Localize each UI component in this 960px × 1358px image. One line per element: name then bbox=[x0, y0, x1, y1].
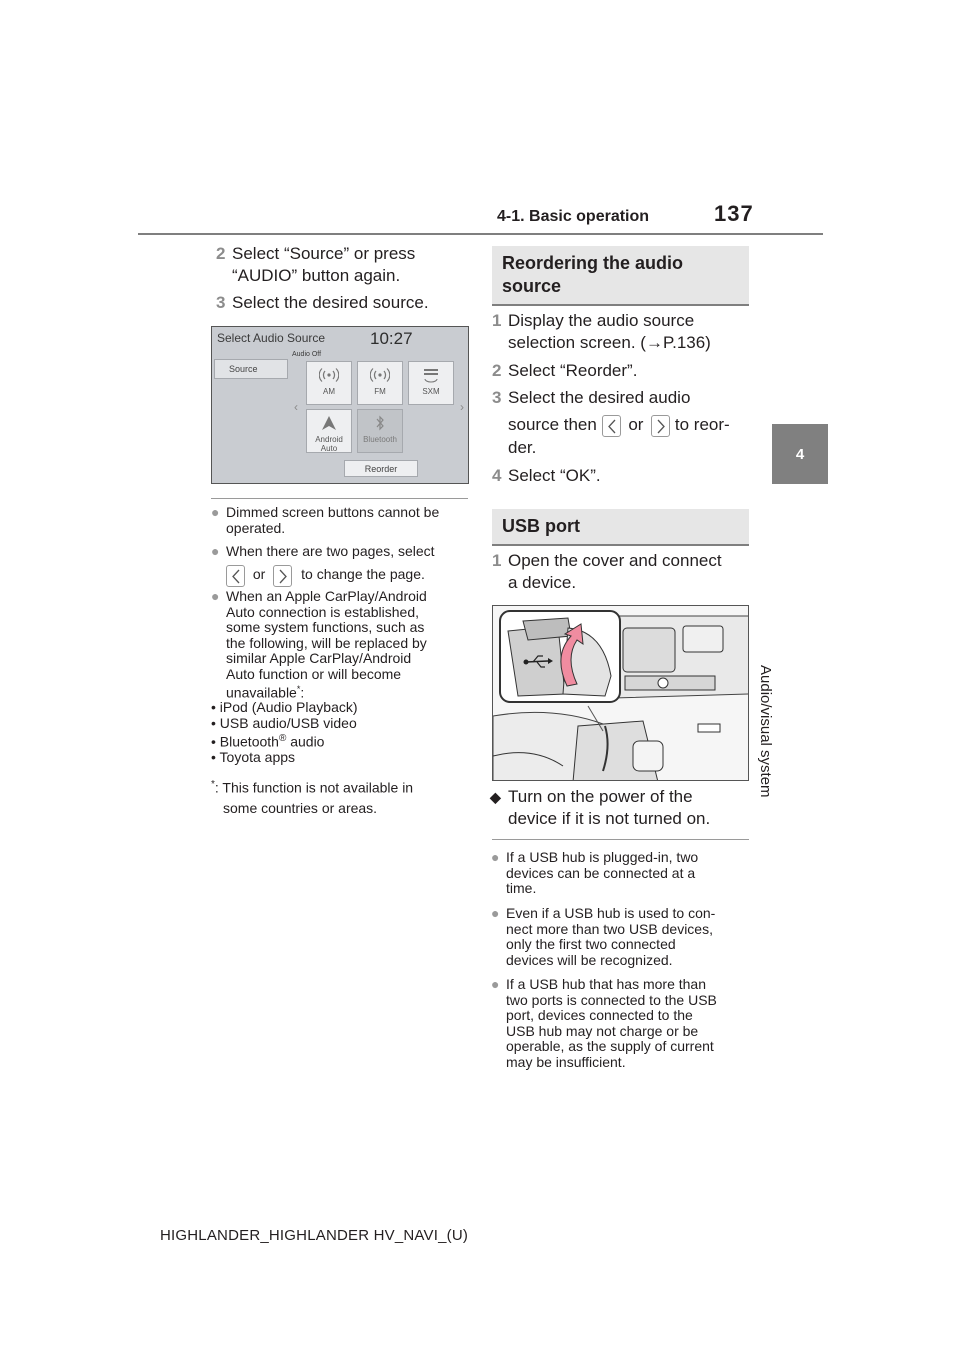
audio-source-screen bbox=[211, 326, 469, 484]
note-line: USB hub may not charge or be bbox=[506, 1022, 699, 1039]
step-number: 1 bbox=[492, 551, 502, 570]
bullet-icon: ● bbox=[491, 905, 500, 921]
usb-diamond-item bbox=[490, 786, 711, 830]
step-text: Select “Reorder”. bbox=[508, 361, 638, 380]
note-line: Auto function or will become bbox=[226, 665, 402, 682]
tile-am[interactable] bbox=[306, 361, 352, 405]
heading-line: source bbox=[502, 276, 562, 296]
note-line: devices can be connected at a bbox=[506, 864, 696, 881]
reorder-step-4 bbox=[492, 465, 601, 487]
bullet-icon: ● bbox=[211, 504, 220, 520]
bullet-icon: ● bbox=[211, 588, 220, 604]
heading-usb-port bbox=[492, 509, 749, 546]
header-rule bbox=[138, 233, 823, 235]
note-line bbox=[226, 565, 435, 587]
note-line: some system functions, such as bbox=[226, 619, 425, 635]
radio-wave-icon bbox=[319, 367, 339, 383]
list-item-text: audio bbox=[286, 733, 325, 750]
right-arrow-button-icon bbox=[273, 565, 292, 587]
footnote-line: some countries or areas. bbox=[223, 800, 378, 817]
note-line: devices will be recognized. bbox=[506, 951, 673, 968]
or-text: or bbox=[628, 415, 644, 434]
footnote bbox=[211, 777, 413, 817]
sxm-logo-icon bbox=[421, 367, 441, 383]
step-number: 4 bbox=[492, 466, 502, 485]
step-text-line: der. bbox=[508, 437, 537, 457]
step-text-line: “AUDIO” button again. bbox=[232, 266, 401, 285]
tile-fm[interactable] bbox=[357, 361, 403, 405]
step-text-line: Select the desired audio bbox=[508, 388, 691, 407]
step-number: 3 bbox=[216, 293, 226, 312]
step-number: 2 bbox=[492, 361, 502, 380]
radio-wave-icon bbox=[370, 367, 390, 383]
note-line: operable, as the supply of current bbox=[506, 1038, 714, 1054]
list-item bbox=[211, 731, 358, 750]
heading-line: USB port bbox=[502, 516, 580, 536]
reorder-button[interactable] bbox=[344, 460, 418, 477]
bluetooth-icon bbox=[370, 415, 390, 431]
note-usb-power bbox=[491, 976, 717, 1070]
usb-port-illustration bbox=[492, 605, 749, 781]
source-button[interactable] bbox=[214, 359, 288, 379]
step-text: Select “OK”. bbox=[508, 466, 601, 485]
footnote-line bbox=[211, 777, 413, 796]
heading-line: Reordering the audio bbox=[502, 253, 684, 273]
chapter-label: Audio/visual system bbox=[757, 665, 774, 798]
note-usb-hub bbox=[491, 849, 699, 897]
note-line: Auto connection is established, bbox=[226, 603, 420, 620]
step-3 bbox=[216, 292, 429, 314]
footnote-mark: * bbox=[211, 779, 215, 790]
document-footer: HIGHLANDER_HIGHLANDER HV_NAVI_(U) bbox=[160, 1227, 469, 1244]
chapter-tab bbox=[772, 424, 828, 484]
note-line: operated. bbox=[226, 519, 286, 536]
note-usb-devices bbox=[491, 905, 716, 968]
registered-mark: ® bbox=[278, 733, 287, 744]
colon-text: : bbox=[300, 684, 305, 701]
note-line: may be insufficient. bbox=[506, 1053, 626, 1070]
screen-subtitle: Audio Off bbox=[292, 351, 322, 358]
divider bbox=[492, 839, 749, 840]
note-line: only the first two connected bbox=[506, 936, 676, 952]
list-item-text: • Bluetooth bbox=[211, 733, 279, 750]
diamond-bullet-icon: ◆ bbox=[490, 789, 501, 805]
bullet-icon: ● bbox=[491, 976, 500, 992]
step-number: 2 bbox=[216, 244, 226, 263]
step-number: 3 bbox=[492, 388, 502, 407]
note-line: If a USB hub is plugged-in, two bbox=[506, 849, 699, 865]
left-arrow-button-icon bbox=[602, 415, 621, 437]
section-title: 4-1. Basic operation bbox=[497, 208, 650, 225]
note-line: similar Apple CarPlay/Android bbox=[226, 650, 412, 666]
note-line: Dimmed screen buttons cannot be bbox=[226, 504, 440, 520]
note-line: the following, will be replaced by bbox=[226, 634, 427, 651]
car-console-drawing bbox=[493, 606, 749, 781]
chevron-right-icon[interactable]: › bbox=[460, 400, 464, 414]
step-text: Select the desired source. bbox=[232, 293, 429, 312]
note-line: time. bbox=[506, 880, 537, 896]
left-arrow-button-icon bbox=[226, 565, 245, 587]
footnote-mark: * bbox=[296, 684, 301, 694]
tile-label: Bluetooth bbox=[363, 435, 397, 444]
sub-list bbox=[211, 700, 358, 766]
step-text-line: selection screen. (→P.136) bbox=[508, 333, 711, 352]
note-line: port, devices connected to the bbox=[506, 1007, 693, 1023]
tile-android-auto[interactable] bbox=[306, 409, 352, 453]
tile-label: FM bbox=[374, 387, 386, 396]
step-2 bbox=[216, 243, 416, 287]
note-two-pages bbox=[211, 543, 435, 587]
list-item: • USB audio/USB video bbox=[211, 714, 357, 731]
footnote-text: : This function is not available in bbox=[214, 779, 414, 796]
tile-sxm[interactable] bbox=[408, 361, 454, 405]
step-text: source then bbox=[508, 415, 597, 434]
note-line: When an Apple CarPlay/Android bbox=[226, 588, 427, 604]
reorder-step-3 bbox=[492, 387, 730, 459]
note-text: unavailable bbox=[226, 684, 297, 701]
tile-label: SXM bbox=[422, 387, 440, 396]
step-text-line: Select “Source” or press bbox=[232, 244, 416, 263]
note-carplay bbox=[211, 588, 427, 701]
divider bbox=[211, 498, 468, 499]
step-text-line: Open the cover and connect bbox=[508, 551, 722, 570]
page-number: 137 bbox=[714, 201, 754, 226]
reorder-button-label: Reorder bbox=[364, 464, 398, 474]
right-arrow-button-icon bbox=[651, 415, 670, 437]
note-text: to change the page. bbox=[301, 566, 425, 583]
note-line: If a USB hub that has more than bbox=[506, 976, 707, 992]
usb-step-1 bbox=[492, 550, 722, 594]
step-text: to reor- bbox=[674, 415, 730, 434]
step-text-line bbox=[508, 414, 730, 437]
chapter-number: 4 bbox=[795, 446, 805, 463]
screen-clock: 10:27 bbox=[370, 329, 413, 348]
note-line: two ports is connected to the USB bbox=[506, 991, 717, 1008]
heading-reordering bbox=[492, 246, 749, 306]
note-line: nect more than two USB devices, bbox=[506, 920, 713, 937]
screen-title: Select Audio Source bbox=[217, 331, 326, 345]
or-text: or bbox=[252, 566, 266, 583]
step-number: 1 bbox=[492, 311, 502, 330]
bullet-icon: ● bbox=[211, 543, 220, 559]
step-text-line: Display the audio source bbox=[508, 311, 695, 330]
tile-bluetooth[interactable] bbox=[357, 409, 403, 453]
reorder-step-2 bbox=[492, 360, 638, 382]
list-item: • iPod (Audio Playback) bbox=[211, 699, 358, 715]
reorder-step-1 bbox=[492, 310, 711, 354]
bullet-icon: ● bbox=[491, 849, 500, 865]
note-line: When there are two pages, select bbox=[226, 543, 435, 559]
note-dimmed-buttons bbox=[211, 504, 440, 536]
tile-label: Android Auto bbox=[315, 435, 343, 453]
source-button-label: Source bbox=[229, 364, 258, 374]
item-line: Turn on the power of the bbox=[508, 787, 693, 806]
item-line: device if it is not turned on. bbox=[508, 809, 711, 828]
list-item: • Toyota apps bbox=[211, 749, 296, 766]
chevron-left-icon[interactable]: ‹ bbox=[294, 400, 298, 414]
tile-label: AM bbox=[323, 387, 335, 396]
note-line: Even if a USB hub is used to con- bbox=[506, 905, 716, 921]
step-text-line: a device. bbox=[508, 573, 577, 592]
android-auto-icon bbox=[319, 415, 339, 431]
